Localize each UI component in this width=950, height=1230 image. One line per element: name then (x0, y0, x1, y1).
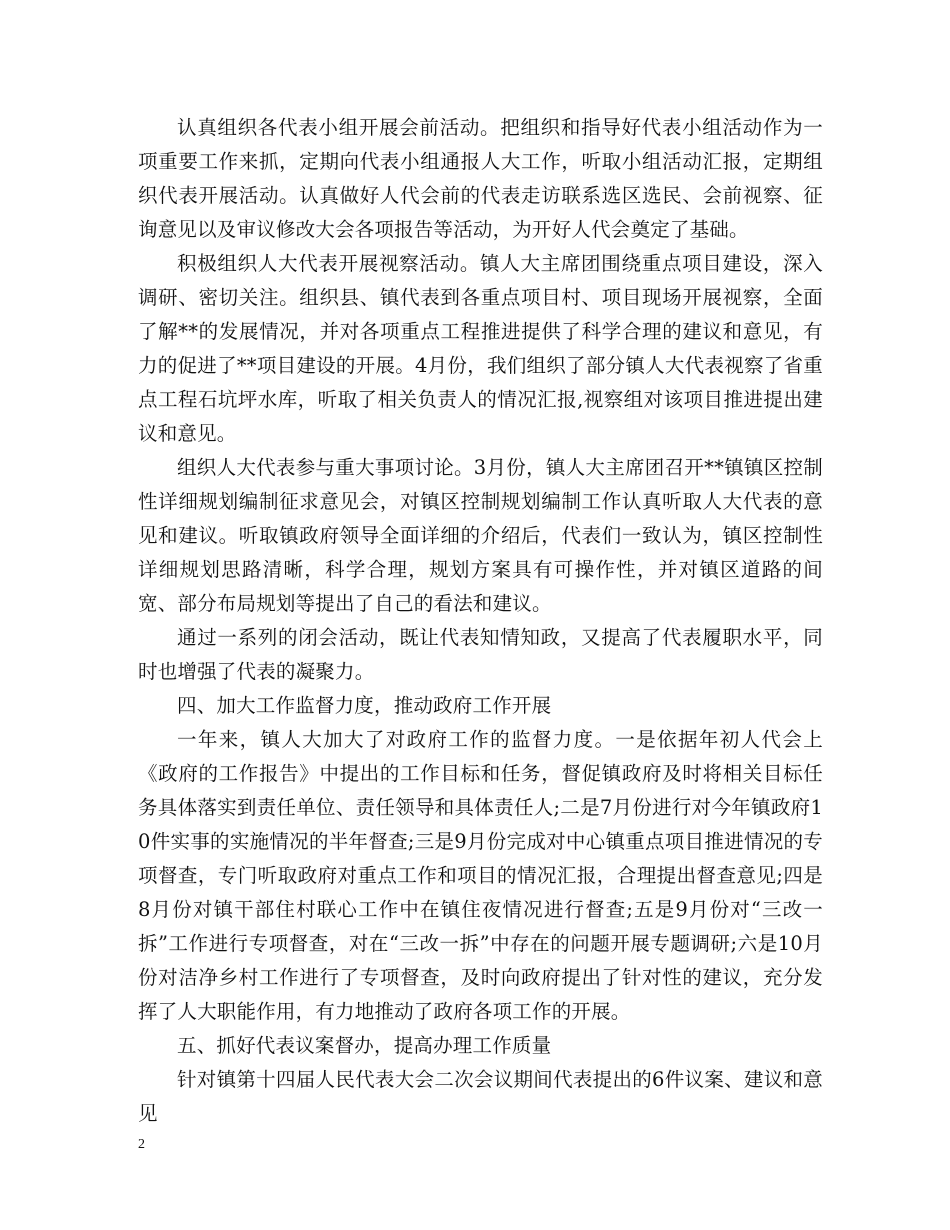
section-heading-proposals: 五、抓好代表议案督办，提高办理工作质量 (177, 1034, 552, 1057)
page-number: 2 (138, 1137, 145, 1152)
paragraph-supervision-details: 一年来，镇人大加大了对政府工作的监督力度。一是依据年初人代会上《政府的工作报告》中提出的工作目标和任务，督促镇政府及时将相关目标任务具体落实到责任单位、责任领导和具体责任人;二是7月份进行对今年镇政府10件实事的实施情况的半年督查;三是9月份完成对中心镇重点项目推进情况的专项督查，专门听取政府对重点工作和项目的情况汇报，合理提出督查意见;四是8月份对镇干部住村联心工作中在镇住夜情况进行督查;五是9月份对“三改一拆”工作进行专项督查，对在“三改一拆”中存在的问题开展专题调研;六是10月份对洁净乡村工作进行了专项督查，及时向政府提出了针对性的建议，充分发挥了人大职能作用，有力地推动了政府各项工作的开展。 (138, 728, 823, 1023)
document-body (138, 111, 823, 1131)
paragraph-proposals-intro: 针对镇第十四届人民代表大会二次会议期间代表提出的6件议案、建议和意见 (138, 1068, 823, 1125)
paragraph-representative-groups: 认真组织各代表小组开展会前活动。把组织和指导好代表小组活动作为一项重要工作来抓，定期向代表小组通报人大工作，听取小组活动汇报，定期组织代表开展活动。认真做好人代会前的代表走访联系选区选民、会前视察、征询意见以及审议修改大会各项报告等活动，为开好人代会奠定了基础。 (138, 116, 823, 241)
paragraph-inspection-activities: 积极组织人大代表开展视察活动。镇人大主席团围绕重点项目建设，深入调研、密切关注。组织县、镇代表到各重点项目村、项目现场开展视察，全面了解**的发展情况，并对各项重点工程推进提供了科学合理的建议和意见，有力的促进了**项目建设的开展。4月份，我们组织了部分镇人大代表视察了省重点工程石坑坪水库，听取了相关负责人的情况汇报,视察组对该项目推进提出建议和意见。 (138, 252, 823, 445)
section-heading-supervision: 四、加大工作监督力度，推动政府工作开展 (177, 694, 552, 717)
paragraph-closing-activities: 通过一系列的闭会活动，既让代表知情知政，又提高了代表履职水平，同时也增强了代表的凝聚力。 (138, 626, 823, 683)
paragraph-major-matters-discussion: 组织人大代表参与重大事项讨论。3月份，镇人大主席团召开**镇镇区控制性详细规划编制征求意见会，对镇区控制规划编制工作认真听取人大代表的意见和建议。听取镇政府领导全面详细的介绍后，代表们一致认为，镇区控制性详细规划思路清晰，科学合理，规划方案具有可操作性，并对镇区道路的间宽、部分布局规划等提出了自己的看法和建议。 (138, 456, 823, 615)
